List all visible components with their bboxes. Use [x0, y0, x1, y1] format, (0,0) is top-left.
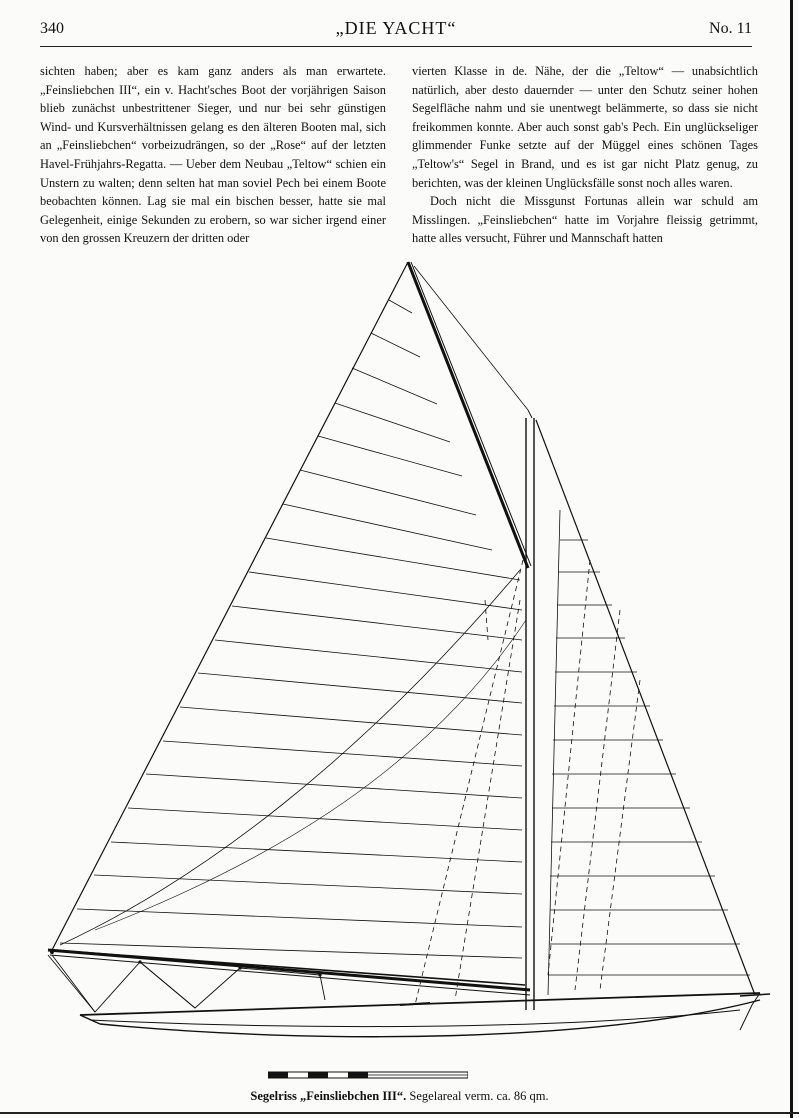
- mainsail-leech: [52, 262, 408, 950]
- text-column-right: [412, 62, 758, 248]
- gaff-spar: [408, 262, 528, 568]
- hull-waterline: [90, 1010, 740, 1027]
- text-column-left: [40, 62, 386, 248]
- dashed-rigging: [415, 560, 640, 1005]
- hull-bow: [740, 993, 760, 1030]
- mainsail-curve: [60, 570, 520, 945]
- forestay: [536, 420, 755, 995]
- paragraph: vierten Klasse in de. Nähe, der die „Teltow“ — unabsichtlich natürlich, aber desto dauernder — unter den Schutz seiner hohen Segelfläche nahm und sie unentwegt belämmerte, so dass sie nicht freikommen konnte. Aber auch sonst gab's Pech. Ein unglückseliger glimmender Funke setzte auf der Müggel eines schönen Tages „Teltow's“ Segel in Brand, und es ist gar nicht Platz genug, zu berichten, was der kleinen Unglücksfälle sonst noch alles waren.: [412, 64, 758, 190]
- boom-bracing: [48, 955, 325, 1012]
- hull-stern: [80, 1015, 100, 1024]
- boom-lower: [50, 955, 530, 995]
- figure-caption: [0, 1089, 799, 1104]
- issue-number: No. 11: [709, 20, 752, 37]
- header-rule: [40, 46, 752, 47]
- mainsail-seams: [60, 300, 522, 958]
- paragraph: sichten haben; aber es kam ganz anders als man erwartete. „Feinsliebchen III“, ein v. Hacht'sches Boot der vorjährigen Saison blieb zunächst unbestrittener Sieger, und nur bei sehr günstigen Wind- und Kursverhältnissen gelang es den älteren Booten mal, sich an „Feinsliebchen“ vorbeizudrängen, so der „Rose“ auf der letzten Havel-Frühjahrs-Regatta. — Ueber dem Neubau „Teltow“ schien ein Unstern zu walten; denn selten hat man soviel Pech bei einem Boote beobachten können. Lag sie mal ein bischen besser, hatte sie mal Gelegenheit, einige Sekunden zu erobern, so war sicher irgend einer von den grossen Kreuzern der dritten oder: [40, 64, 386, 246]
- running-header: [40, 18, 752, 44]
- topmast: [528, 410, 532, 418]
- mast: [526, 418, 534, 1010]
- journal-title: „DIE YACHT“: [335, 18, 457, 38]
- headsail-seams: [548, 540, 750, 975]
- scale-bar: [268, 1068, 468, 1082]
- gaff-inner: [411, 262, 531, 566]
- jib-leech: [548, 510, 560, 995]
- hull-bottom: [100, 1000, 760, 1037]
- topsail-luff: [414, 266, 528, 410]
- sail-plan-drawing: [0, 250, 799, 1070]
- page-number: 340: [40, 20, 64, 37]
- page-bottom-edge: [0, 1112, 799, 1114]
- caption-title: Segelriss „Feinsliebchen III“.: [250, 1089, 407, 1103]
- paragraph: Doch nicht die Missgunst Fortunas allein war schuld am Misslingen. „Feinsliebchen“ hatte im Vorjahre fleissig getrimmt, hatte alles versucht, Führer und Mannschaft hatten: [412, 194, 758, 246]
- caption-detail: Segelareal verm. ca. 86 qm.: [406, 1089, 549, 1103]
